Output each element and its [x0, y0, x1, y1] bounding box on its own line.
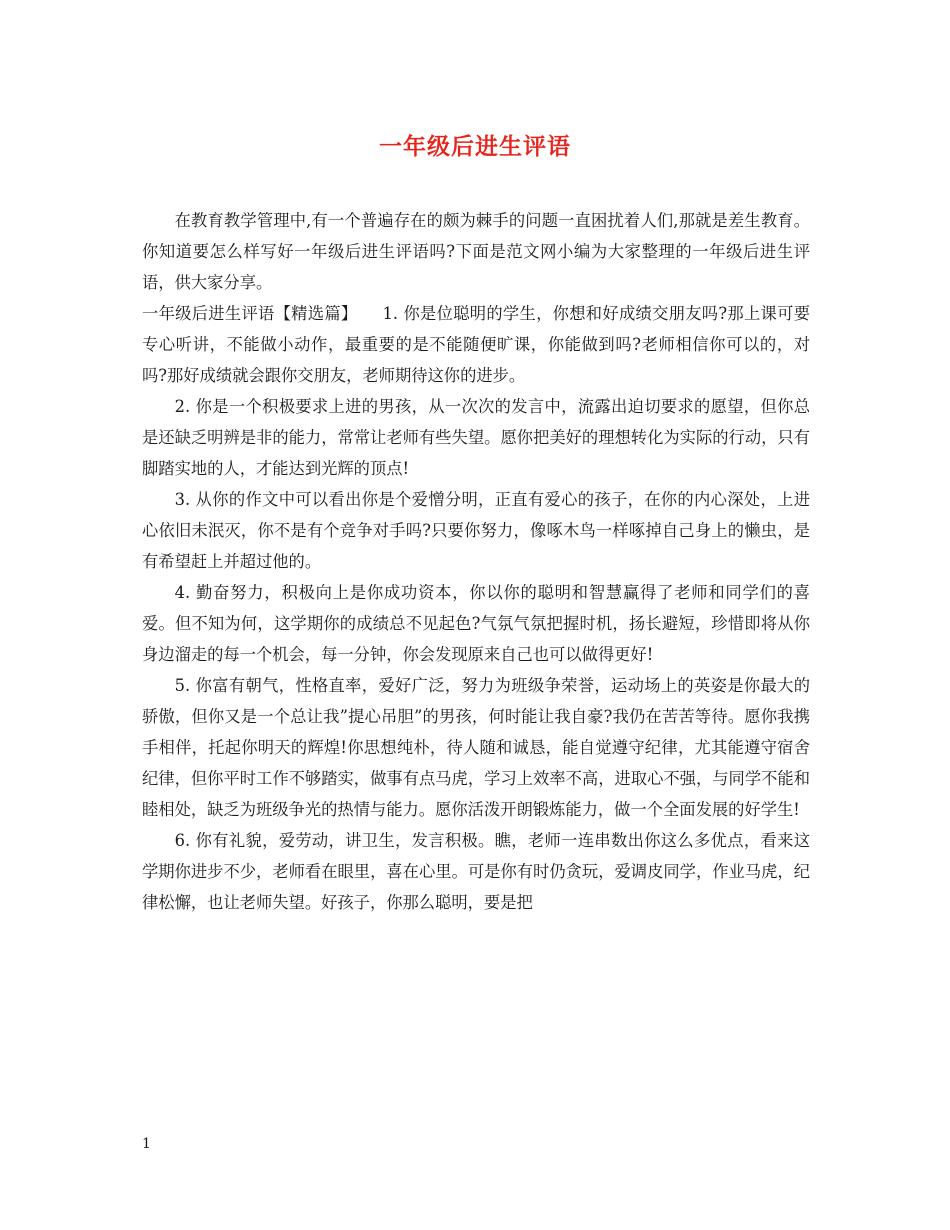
paragraph-item-6: 6. 你有礼貌，爱劳动，讲卫生，发言积极。瞧，老师一连串数出你这么多优点，看来这学期你进步不少，老师看在眼里，喜在心里。可是你有时仍贪玩，爱调皮同学，作业马虎，纪律松懈，也让老师失望。好孩子，你那么聪明，要是把: [142, 831, 810, 912]
paragraph-item-3: 3. 从你的作文中可以看出你是个爱憎分明，正直有爱心的孩子，在你的内心深处，上进心依旧未泯灭，你不是有个竞争对手吗?只要你努力，像啄木鸟一样啄掉自己身上的懒虫，是有希望赶上并超过他的。: [142, 490, 810, 571]
document-title: 一年级后进生评语: [379, 133, 571, 160]
paragraph-item-4: 4. 勤奋努力，积极向上是你成功资本，你以你的聪明和智慧赢得了老师和同学们的喜爱。但不知为何，这学期你的成绩总不见起色?气氛气氛把握时机，扬长避短，珍惜即将从你身边溜走的每一个机会，每一分钟，你会发现原来自己也可以做得更好!: [142, 583, 810, 664]
paragraph-item-5: 5. 你富有朝气，性格直率，爱好广泛，努力为班级争荣誉，运动场上的英姿是你最大的骄傲，但你又是一个总让我”提心吊胆”的男孩，何时能让我自豪?我仍在苦苦等待。愿你我携手相伴，托起你明天的辉煌!你思想纯朴，待人随和诚恳，能自觉遵守纪律，尤其能遵守宿舍纪律，但你平时工作不够踏实，做事有点马虎，学习上效率不高，进取心不强，与同学不能和睦相处，缺乏为班级争光的热情与能力。愿你活泼开朗锻炼能力，做一个全面发展的好学生!: [142, 676, 810, 819]
paragraph-item-1: 一年级后进生评语【精选篇】 1. 你是位聪明的学生，你想和好成绩交朋友吗?那上课可要专心听讲，不能做小动作，最重要的是不能随便旷课，你能做到吗?老师相信你可以的，对吗?那好成绩就会跟你交朋友，老师期待这你的进步。: [142, 304, 810, 385]
paragraph-intro: 在教育教学管理中,有一个普遍存在的颇为棘手的问题一直困扰着人们,那就是差生教育。你知道要怎么样写好一年级后进生评语吗?下面是范文网小编为大家整理的一年级后进生评语，供大家分享。: [142, 211, 810, 292]
paragraph-item-2: 2. 你是一个积极要求上进的男孩，从一次次的发言中，流露出迫切要求的愿望，但你总是还缺乏明辨是非的能力，常常让老师有些失望。愿你把美好的理想转化为实际的行动，只有脚踏实地的人，才能达到光辉的顶点!: [142, 397, 810, 478]
page-number: 1: [142, 1136, 151, 1152]
document-body: [142, 205, 810, 918]
